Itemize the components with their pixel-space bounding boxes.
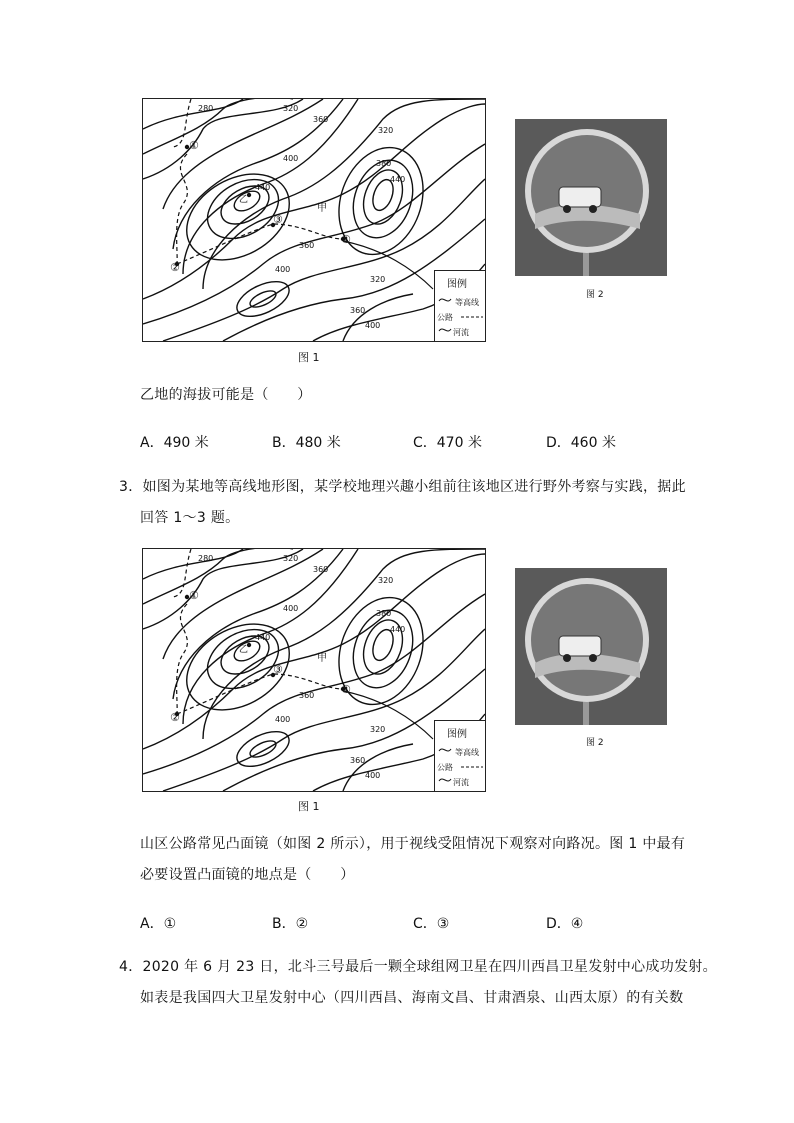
- point-label-3: ③: [273, 213, 283, 226]
- legend-contour-label: 等高线: [455, 298, 479, 307]
- point-label-4: ④: [341, 683, 351, 696]
- contour-label: 360: [350, 756, 366, 765]
- point-label-3: ③: [273, 663, 283, 676]
- q2-option-d[interactable]: D．460 米: [546, 435, 616, 451]
- point-label-2: ②: [170, 711, 180, 724]
- legend-river-label: 河流: [453, 328, 469, 337]
- contour-label: 360: [313, 115, 329, 124]
- contour-label: 400: [283, 604, 299, 613]
- convex-mirror-photo-top: [515, 119, 667, 276]
- contour-label: 440: [390, 175, 406, 184]
- convex-mirror-image: [515, 119, 667, 276]
- q4-line2: 如表是我国四大卫星发射中心（四川西昌、海南文昌、甘肃酒泉、山西太原）的有关数: [140, 990, 684, 1006]
- contour-label: 400: [365, 771, 381, 780]
- place-jia: 甲: [317, 203, 327, 214]
- point-label-4: ④: [341, 233, 351, 246]
- point-label-1: ①: [189, 139, 199, 152]
- point-label-2: ②: [170, 261, 180, 274]
- contour-map-figure-1-top: [142, 98, 486, 342]
- contour-label: 360: [350, 306, 366, 315]
- legend-title: 图例: [447, 279, 467, 290]
- contour-label: 320: [378, 576, 394, 585]
- contour-label: 280: [198, 104, 214, 113]
- legend-title: 图例: [447, 729, 467, 740]
- q3-option-c[interactable]: C．③: [413, 916, 450, 932]
- q2-option-b[interactable]: B．480 米: [272, 435, 341, 451]
- contour-label: 360: [299, 241, 315, 250]
- figure-2-caption: 图 2: [586, 290, 604, 300]
- figure-1-caption: 图 1: [298, 800, 320, 813]
- contour-label: 280: [198, 554, 214, 563]
- legend-contour-label: 等高线: [455, 748, 479, 757]
- contour-map-figure-1-bottom: [142, 548, 486, 792]
- q3-intro-line1: 3．如图为某地等高线地形图，某学校地理兴趣小组前往该地区进行野外考察与实践，据此: [119, 479, 686, 495]
- q2-option-a[interactable]: A．490 米: [140, 435, 209, 451]
- q3-intro-line2: 回答 1～3 题。: [140, 510, 240, 526]
- contour-label: 360: [313, 565, 329, 574]
- q3-question-line2: 必要设置凸面镜的地点是（ ）: [140, 867, 355, 883]
- contour-label: 320: [283, 104, 299, 113]
- contour-label: 320: [378, 126, 394, 135]
- figure-2-caption: 图 2: [586, 738, 604, 748]
- q3-option-a[interactable]: A．①: [140, 916, 177, 932]
- point-label-1: ①: [189, 589, 199, 602]
- legend-river-label: 河流: [453, 778, 469, 787]
- q2-option-c[interactable]: C．470 米: [413, 435, 482, 451]
- contour-label: 320: [283, 554, 299, 563]
- contour-label: 400: [283, 154, 299, 163]
- contour-label: 440: [255, 183, 271, 192]
- place-jia: 甲: [317, 653, 327, 664]
- figure-1-caption: 图 1: [298, 351, 320, 364]
- place-yi: 乙: [239, 645, 249, 655]
- map-legend: [434, 720, 485, 791]
- q3-question-line1: 山区公路常见凸面镜（如图 2 所示），用于视线受阻情况下观察对向路况。图 1 中最有: [140, 836, 686, 852]
- legend-road-label: 公路: [437, 313, 453, 322]
- q2-question: 乙地的海拔可能是（ ）: [140, 387, 312, 403]
- q3-option-d[interactable]: D．④: [546, 916, 584, 932]
- convex-mirror-image: [515, 568, 667, 725]
- q3-option-b[interactable]: B．②: [272, 916, 309, 932]
- legend-road-label: 公路: [437, 763, 453, 772]
- convex-mirror-photo-bottom: [515, 568, 667, 725]
- q4-line1: 4．2020 年 6 月 23 日，北斗三号最后一颗全球组网卫星在四川西昌卫星发射中心成功发射。: [119, 959, 717, 975]
- contour-label: 440: [390, 625, 406, 634]
- place-yi: 乙: [239, 195, 249, 205]
- contour-label: 380: [376, 609, 392, 618]
- contour-label: 400: [365, 321, 381, 330]
- contour-label: 380: [376, 159, 392, 168]
- contour-label: 360: [299, 691, 315, 700]
- contour-label: 320: [370, 725, 386, 734]
- contour-label: 400: [275, 715, 291, 724]
- contour-label: 400: [275, 265, 291, 274]
- map-legend: [434, 270, 485, 341]
- contour-label: 320: [370, 275, 386, 284]
- contour-label: 440: [255, 633, 271, 642]
